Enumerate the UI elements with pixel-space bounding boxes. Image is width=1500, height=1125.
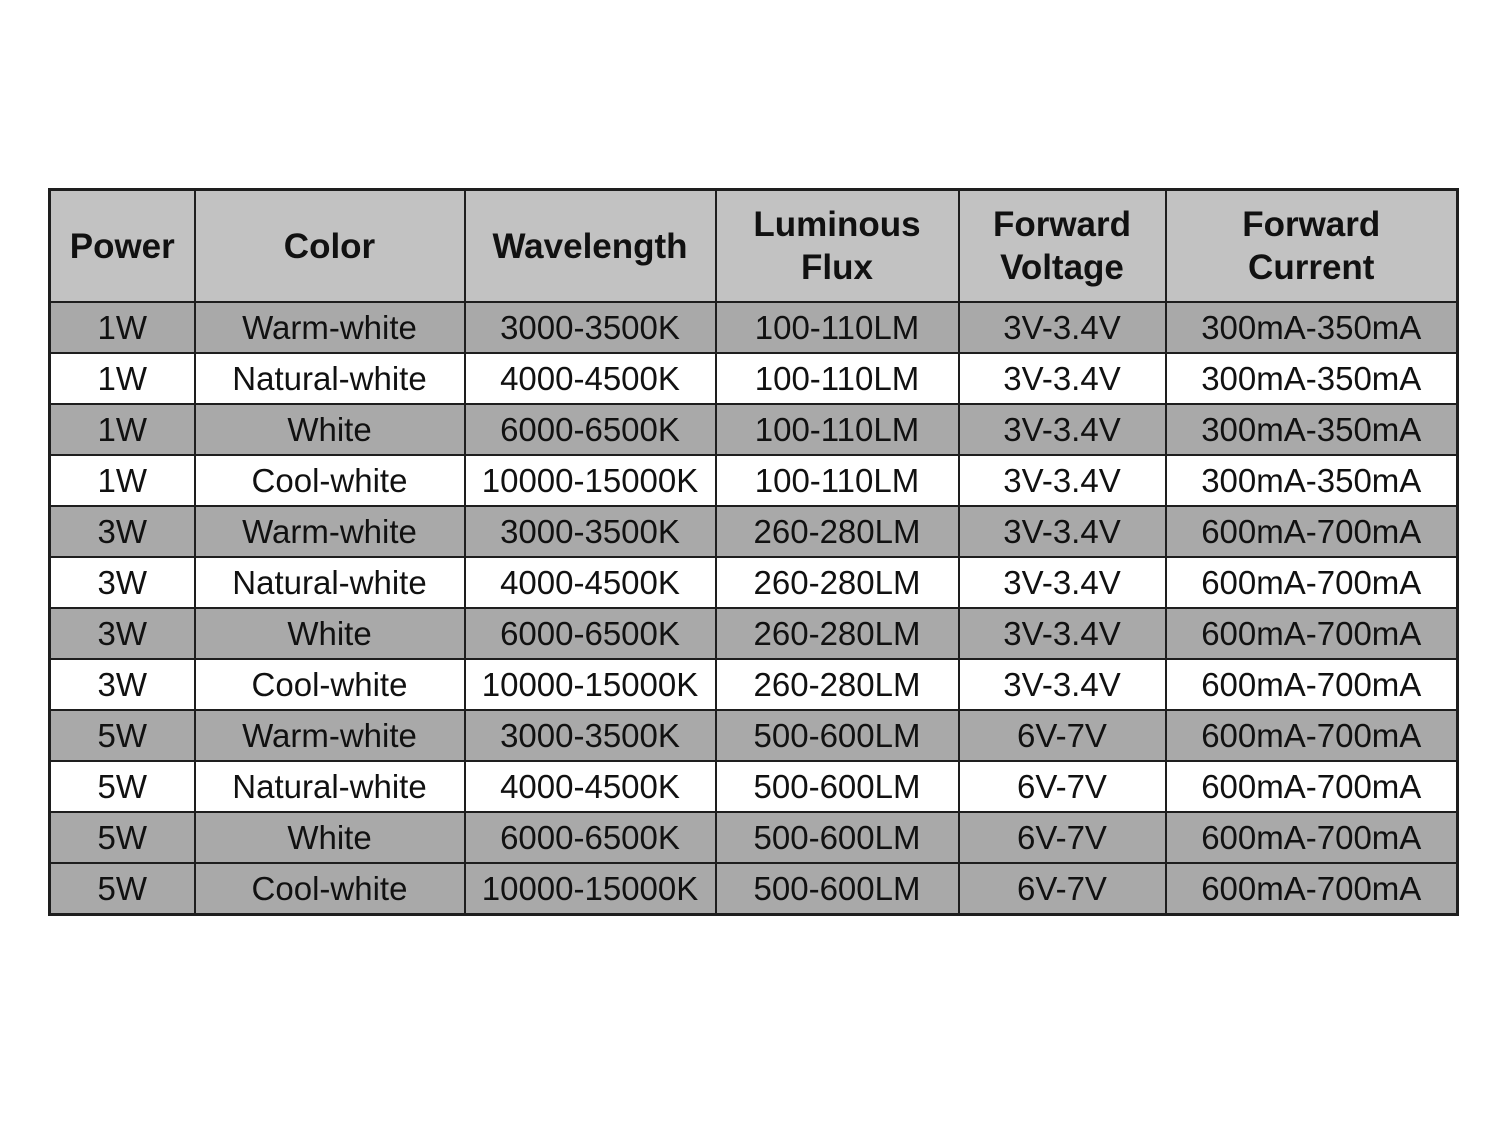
table-row — [50, 557, 1458, 608]
wavelength-cell: 3000-3500K — [465, 302, 716, 353]
wavelength-cell: 6000-6500K — [465, 608, 716, 659]
power-cell: 3W — [50, 557, 195, 608]
power-cell: 5W — [50, 710, 195, 761]
current-cell: 600mA-700mA — [1166, 863, 1458, 915]
header-text: Current — [1248, 248, 1375, 287]
wavelength-cell: 6000-6500K — [465, 404, 716, 455]
header-row — [50, 190, 1458, 303]
header-luminous-flux — [716, 190, 959, 303]
table-row — [50, 353, 1458, 404]
header-text: Flux — [801, 248, 873, 287]
color-cell: Natural-white — [195, 353, 465, 404]
wavelength-cell: 3000-3500K — [465, 710, 716, 761]
led-spec-table — [48, 188, 1459, 916]
header-text: Power — [69, 226, 175, 266]
power-cell: 1W — [50, 455, 195, 506]
table-row — [50, 761, 1458, 812]
table-row — [50, 506, 1458, 557]
flux-cell: 100-110LM — [716, 404, 959, 455]
color-cell: Natural-white — [195, 761, 465, 812]
current-cell: 600mA-700mA — [1166, 812, 1458, 863]
current-cell: 600mA-700mA — [1166, 608, 1458, 659]
flux-cell: 260-280LM — [716, 608, 959, 659]
table-row — [50, 455, 1458, 506]
table-row — [50, 863, 1458, 915]
power-cell: 1W — [50, 353, 195, 404]
header-text: Forward — [1242, 205, 1381, 244]
flux-cell: 260-280LM — [716, 557, 959, 608]
wavelength-cell: 4000-4500K — [465, 761, 716, 812]
header-text: Forward — [992, 205, 1132, 244]
flux-cell: 500-600LM — [716, 761, 959, 812]
flux-cell: 100-110LM — [716, 302, 959, 353]
table-row — [50, 812, 1458, 863]
flux-cell: 260-280LM — [716, 659, 959, 710]
wavelength-cell: 6000-6500K — [465, 812, 716, 863]
power-cell: 5W — [50, 761, 195, 812]
table-row — [50, 659, 1458, 710]
power-cell: 3W — [50, 608, 195, 659]
power-cell: 5W — [50, 812, 195, 863]
flux-cell: 500-600LM — [716, 812, 959, 863]
wavelength-cell: 10000-15000K — [465, 659, 716, 710]
wavelength-cell: 10000-15000K — [465, 455, 716, 506]
voltage-cell: 3V-3.4V — [959, 557, 1166, 608]
header-power — [50, 190, 195, 303]
power-cell: 5W — [50, 863, 195, 915]
current-cell: 600mA-700mA — [1166, 659, 1458, 710]
table-row — [50, 710, 1458, 761]
table-row — [50, 608, 1458, 659]
header-text: Wavelength — [492, 226, 688, 266]
voltage-cell: 3V-3.4V — [959, 404, 1166, 455]
voltage-cell: 3V-3.4V — [959, 455, 1166, 506]
color-cell: White — [195, 812, 465, 863]
table-row — [50, 404, 1458, 455]
color-cell: Warm-white — [195, 710, 465, 761]
color-cell: Cool-white — [195, 455, 465, 506]
power-cell: 3W — [50, 659, 195, 710]
flux-cell: 260-280LM — [716, 506, 959, 557]
table-body — [50, 302, 1458, 915]
current-cell: 300mA-350mA — [1166, 455, 1458, 506]
power-cell: 3W — [50, 506, 195, 557]
current-cell: 600mA-700mA — [1166, 557, 1458, 608]
current-cell: 300mA-350mA — [1166, 353, 1458, 404]
voltage-cell: 3V-3.4V — [959, 659, 1166, 710]
voltage-cell: 6V-7V — [959, 761, 1166, 812]
power-cell: 1W — [50, 404, 195, 455]
power-cell: 1W — [50, 302, 195, 353]
voltage-cell: 6V-7V — [959, 812, 1166, 863]
current-cell: 600mA-700mA — [1166, 761, 1458, 812]
header-wavelength — [465, 190, 716, 303]
voltage-cell: 3V-3.4V — [959, 353, 1166, 404]
color-cell: Warm-white — [195, 302, 465, 353]
color-cell: White — [195, 608, 465, 659]
wavelength-cell: 3000-3500K — [465, 506, 716, 557]
voltage-cell: 3V-3.4V — [959, 302, 1166, 353]
current-cell: 600mA-700mA — [1166, 506, 1458, 557]
header-text: Color — [283, 226, 376, 266]
voltage-cell: 3V-3.4V — [959, 608, 1166, 659]
color-cell: Cool-white — [195, 863, 465, 915]
table-header — [50, 190, 1458, 303]
header-forward-current — [1166, 190, 1458, 303]
voltage-cell: 3V-3.4V — [959, 506, 1166, 557]
voltage-cell: 6V-7V — [959, 863, 1166, 915]
voltage-cell: 6V-7V — [959, 710, 1166, 761]
flux-cell: 100-110LM — [716, 455, 959, 506]
color-cell: Warm-white — [195, 506, 465, 557]
color-cell: Cool-white — [195, 659, 465, 710]
wavelength-cell: 10000-15000K — [465, 863, 716, 915]
color-cell: Natural-white — [195, 557, 465, 608]
current-cell: 300mA-350mA — [1166, 302, 1458, 353]
current-cell: 300mA-350mA — [1166, 404, 1458, 455]
current-cell: 600mA-700mA — [1166, 710, 1458, 761]
flux-cell: 500-600LM — [716, 710, 959, 761]
flux-cell: 100-110LM — [716, 353, 959, 404]
table-row — [50, 302, 1458, 353]
flux-cell: 500-600LM — [716, 863, 959, 915]
wavelength-cell: 4000-4500K — [465, 353, 716, 404]
header-forward-voltage — [959, 190, 1166, 303]
header-text: Luminous — [753, 205, 921, 244]
wavelength-cell: 4000-4500K — [465, 557, 716, 608]
header-color — [195, 190, 465, 303]
header-text: Voltage — [1000, 248, 1124, 287]
color-cell: White — [195, 404, 465, 455]
